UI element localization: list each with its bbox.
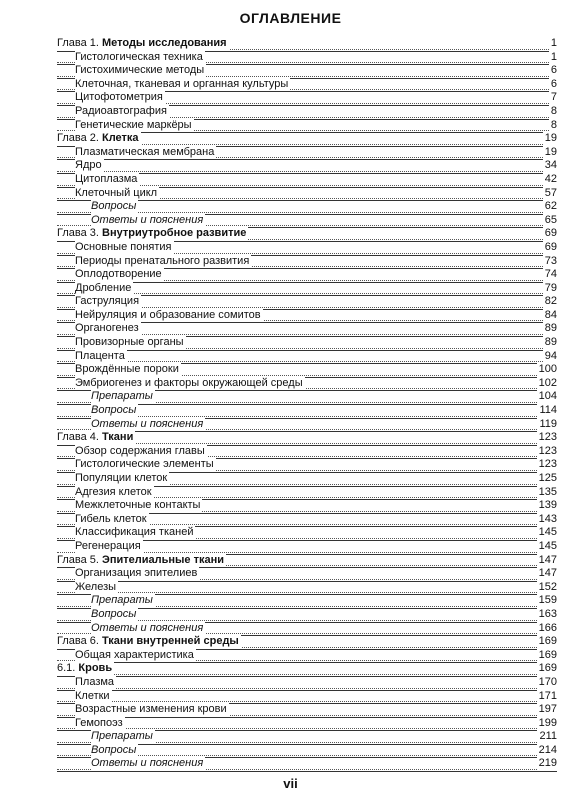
toc-entry-label: Гистохимические методы — [75, 64, 205, 77]
dot-leader — [57, 687, 557, 689]
toc-entry-label: Гаструляция — [75, 295, 140, 308]
toc-entry-page: 123 — [538, 444, 557, 457]
toc-entry-page: 166 — [538, 621, 557, 634]
toc-entry-page: 73 — [544, 254, 557, 267]
toc-entry-label: Генетические маркёры — [75, 118, 192, 131]
toc-entry — [57, 296, 557, 310]
toc-entry-label: Организация эпителиев — [75, 567, 198, 580]
toc-entry-label: Оплодотворение — [75, 268, 162, 281]
toc-entry-page: 6 — [550, 77, 557, 90]
toc-entry — [57, 337, 557, 351]
page-title: ОГЛАВЛЕНИЕ — [239, 10, 342, 26]
chapter-prefix: Глава 5. — [57, 553, 102, 566]
toc-entry-page: 169 — [538, 635, 557, 648]
toc-entry — [57, 364, 557, 378]
toc-entry-page: 89 — [544, 336, 557, 349]
toc-entry — [57, 623, 557, 637]
toc-entry-page: 69 — [544, 227, 557, 240]
toc-entry — [57, 555, 557, 569]
toc-entry-page: 84 — [544, 308, 557, 321]
toc-entry-page: 163 — [538, 607, 557, 620]
chapter-title: Методы исследования — [102, 37, 227, 49]
toc-entry-label: Ответы и пояснения — [91, 621, 204, 634]
toc-entry-page: 197 — [538, 703, 557, 716]
toc-entry-page: 143 — [538, 512, 557, 525]
toc-entry — [57, 405, 557, 419]
toc-entry-label: Межклеточные контакты — [75, 499, 201, 512]
toc-entry — [57, 65, 557, 79]
toc-entry — [57, 419, 557, 433]
dot-leader — [57, 170, 557, 172]
chapter-prefix: Глава 4. — [57, 431, 102, 444]
toc-entry — [57, 609, 557, 623]
toc-entry-label: Общая характеристика — [75, 648, 194, 661]
toc-entry — [57, 106, 557, 120]
toc-entry-page: 119 — [539, 417, 557, 430]
toc-entry-label — [57, 132, 141, 146]
toc-entry — [57, 256, 557, 270]
toc-entry-label: Железы — [75, 580, 117, 593]
toc-entry — [57, 541, 557, 555]
toc-entry-label: Плазма — [75, 675, 115, 688]
toc-entry-page: 159 — [538, 594, 557, 607]
toc-entry-label: Препараты — [91, 594, 153, 607]
toc-entry — [57, 323, 557, 337]
toc-entry — [57, 147, 557, 161]
toc-entry-label: Ответы и пояснения — [91, 757, 204, 770]
toc-entry-page: 69 — [544, 240, 557, 253]
toc-entry-page: 19 — [544, 145, 557, 158]
chapter-title: Ткани — [102, 431, 134, 444]
toc-entry-label: Ответы и пояснения — [91, 417, 204, 430]
toc-entry-page: 79 — [544, 281, 557, 294]
toc-entry — [57, 228, 557, 242]
toc-entry-label: Популяции клеток — [75, 472, 168, 484]
toc-entry — [57, 514, 557, 528]
toc-entry — [57, 718, 557, 732]
toc-entry-page: 199 — [538, 716, 557, 729]
toc-entry-page: 147 — [538, 553, 557, 566]
toc-entry-label — [57, 554, 226, 568]
toc-entry-page: 74 — [544, 268, 557, 281]
toc-entry — [57, 745, 557, 759]
toc-entry-page: 42 — [544, 172, 557, 185]
chapter-prefix: Глава 6. — [57, 635, 102, 648]
toc-entry-label: Препараты — [91, 390, 153, 403]
toc-entry-label: Эмбриогенез и факторы окружающей среды — [75, 376, 303, 389]
toc-entry — [57, 636, 557, 650]
toc-entry — [57, 704, 557, 718]
toc-entry — [57, 582, 557, 596]
chapter-title: Ткани внутренней среды — [102, 635, 239, 648]
chapter-title: Кровь — [78, 662, 113, 675]
toc-entry-page: 102 — [538, 376, 557, 389]
toc-entry-page: 170 — [538, 675, 557, 688]
toc-entry-page: 62 — [544, 200, 557, 213]
chapter-prefix: Глава 3. — [57, 227, 102, 240]
toc-entry — [57, 174, 557, 188]
toc-entry — [57, 215, 557, 229]
toc-entry-page: 8 — [550, 118, 557, 131]
toc-entry-label: Вопросы — [91, 404, 137, 417]
toc-entry-page: 89 — [544, 322, 557, 335]
toc-entry-label: Вопросы — [91, 200, 137, 213]
toc-entry — [57, 310, 557, 324]
toc-entry-label: Адгезия клеток — [75, 485, 152, 498]
toc-entry — [57, 92, 557, 106]
toc-entry-label: Нейруляция и образование сомитов — [75, 308, 261, 321]
toc-entry-page: 82 — [544, 295, 557, 308]
toc-entry — [57, 269, 557, 283]
toc-entry-label — [57, 635, 241, 649]
toc-entry — [57, 731, 557, 745]
toc-entry-page: 171 — [538, 689, 557, 702]
toc-entry-label: Дробление — [75, 281, 132, 294]
toc-entry-label: Цитоплазма — [75, 172, 138, 185]
toc-entry-page: 94 — [544, 349, 557, 362]
toc-entry-label — [57, 227, 248, 241]
dot-leader — [57, 727, 557, 729]
table-of-contents — [57, 38, 557, 772]
chapter-title: Клетка — [102, 132, 139, 145]
toc-entry-label: Периоды пренатального развития — [75, 254, 250, 267]
toc-entry-label: Плацента — [75, 349, 125, 362]
toc-entry — [57, 663, 557, 677]
toc-entry-label: Гистологическая техника — [75, 50, 203, 63]
toc-entry-label: Врождённые пороки — [75, 363, 179, 376]
toc-entry-page: 123 — [538, 431, 557, 444]
toc-entry-page: 219 — [538, 757, 557, 770]
toc-entry-page: 1 — [550, 37, 557, 49]
toc-entry-label: Гибель клеток — [75, 512, 147, 525]
toc-entry-label: Органогенез — [75, 322, 139, 335]
toc-entry — [57, 391, 557, 405]
toc-entry-label: Возрастные изменения крови — [75, 703, 227, 716]
dot-leader — [57, 360, 557, 362]
toc-entry-label: Провизорные органы — [75, 336, 184, 349]
toc-entry-page: 135 — [538, 485, 557, 498]
toc-entry-page: 123 — [538, 458, 557, 471]
toc-entry-page: 147 — [538, 567, 557, 580]
toc-entry-page: 145 — [538, 526, 557, 539]
toc-entry-page: 139 — [538, 499, 557, 512]
toc-entry-label — [57, 662, 114, 676]
toc-entry-label: Основные понятия — [75, 240, 172, 253]
toc-entry-page: 169 — [538, 648, 557, 661]
toc-entry — [57, 378, 557, 392]
toc-entry — [57, 201, 557, 215]
toc-entry — [57, 758, 557, 772]
toc-entry-label: Плазматическая мембрана — [75, 145, 215, 158]
toc-entry — [57, 568, 557, 582]
toc-entry-label: Классификация тканей — [75, 526, 194, 539]
toc-entry-page: 125 — [538, 472, 557, 484]
toc-entry-label: Клетки — [75, 689, 110, 702]
toc-entry-page: 145 — [538, 539, 557, 552]
toc-entry — [57, 133, 557, 147]
toc-entry — [57, 79, 557, 93]
toc-entry-page: 57 — [544, 186, 557, 199]
toc-entry-page: 8 — [550, 104, 557, 117]
chapter-prefix: Глава 1. — [57, 37, 102, 49]
toc-entry-label: Ядро — [75, 159, 102, 172]
toc-entry — [57, 500, 557, 514]
toc-entry-label — [57, 37, 229, 51]
toc-entry — [57, 160, 557, 174]
toc-entry-label: Ответы и пояснения — [91, 213, 204, 226]
toc-entry-page: 6 — [550, 64, 557, 77]
toc-entry — [57, 473, 557, 487]
toc-entry — [57, 595, 557, 609]
toc-entry — [57, 283, 557, 297]
toc-entry-page: 114 — [539, 404, 557, 417]
toc-entry-label: Регенерация — [75, 539, 141, 552]
toc-entry — [57, 38, 557, 52]
chapter-title: Внутриутробное развитие — [102, 227, 247, 240]
toc-entry-page: 7 — [550, 91, 557, 104]
dot-leader — [57, 591, 557, 593]
toc-entry — [57, 487, 557, 501]
toc-entry-page: 152 — [538, 580, 557, 593]
toc-entry-label — [57, 431, 135, 445]
page-number: vii — [283, 776, 298, 791]
toc-entry — [57, 459, 557, 473]
toc-entry — [57, 446, 557, 460]
toc-entry-page: 104 — [538, 390, 557, 403]
toc-entry-page: 34 — [544, 159, 557, 172]
toc-entry-label: Цитофотометрия — [75, 91, 163, 104]
toc-entry — [57, 691, 557, 705]
chapter-prefix: Глава 2. — [57, 132, 102, 145]
toc-entry — [57, 527, 557, 541]
toc-entry-label: Обзор содержания главы — [75, 444, 205, 457]
toc-entry — [57, 351, 557, 365]
chapter-prefix: 6.1. — [57, 662, 79, 675]
toc-entry — [57, 677, 557, 691]
toc-entry-label: Клеточный цикл — [75, 186, 158, 199]
toc-entry-label: Вопросы — [91, 607, 137, 620]
dot-leader — [57, 700, 557, 702]
toc-entry-label: Гистологические элементы — [75, 458, 214, 471]
toc-entry-page: 100 — [538, 363, 557, 376]
toc-entry-page: 169 — [538, 662, 557, 675]
toc-entry — [57, 650, 557, 664]
toc-entry-label: Гемопоэз — [75, 716, 123, 729]
toc-entry-label: Препараты — [91, 730, 153, 743]
toc-entry-page: 214 — [538, 743, 557, 756]
toc-entry-page: 65 — [544, 213, 557, 226]
toc-entry — [57, 432, 557, 446]
toc-entry — [57, 52, 557, 66]
toc-entry — [57, 242, 557, 256]
chapter-title: Эпителиальные ткани — [102, 553, 224, 566]
toc-entry — [57, 188, 557, 202]
toc-entry-label: Вопросы — [91, 743, 137, 756]
toc-entry-page: 211 — [539, 730, 557, 743]
toc-entry-page: 1 — [550, 50, 557, 63]
toc-entry-page: 19 — [544, 132, 557, 145]
dot-leader — [57, 673, 557, 675]
toc-entry-label: Радиоавтография — [75, 104, 167, 117]
toc-entry-label: Клеточная, тканевая и органная культуры — [75, 77, 289, 90]
toc-entry — [57, 120, 557, 134]
